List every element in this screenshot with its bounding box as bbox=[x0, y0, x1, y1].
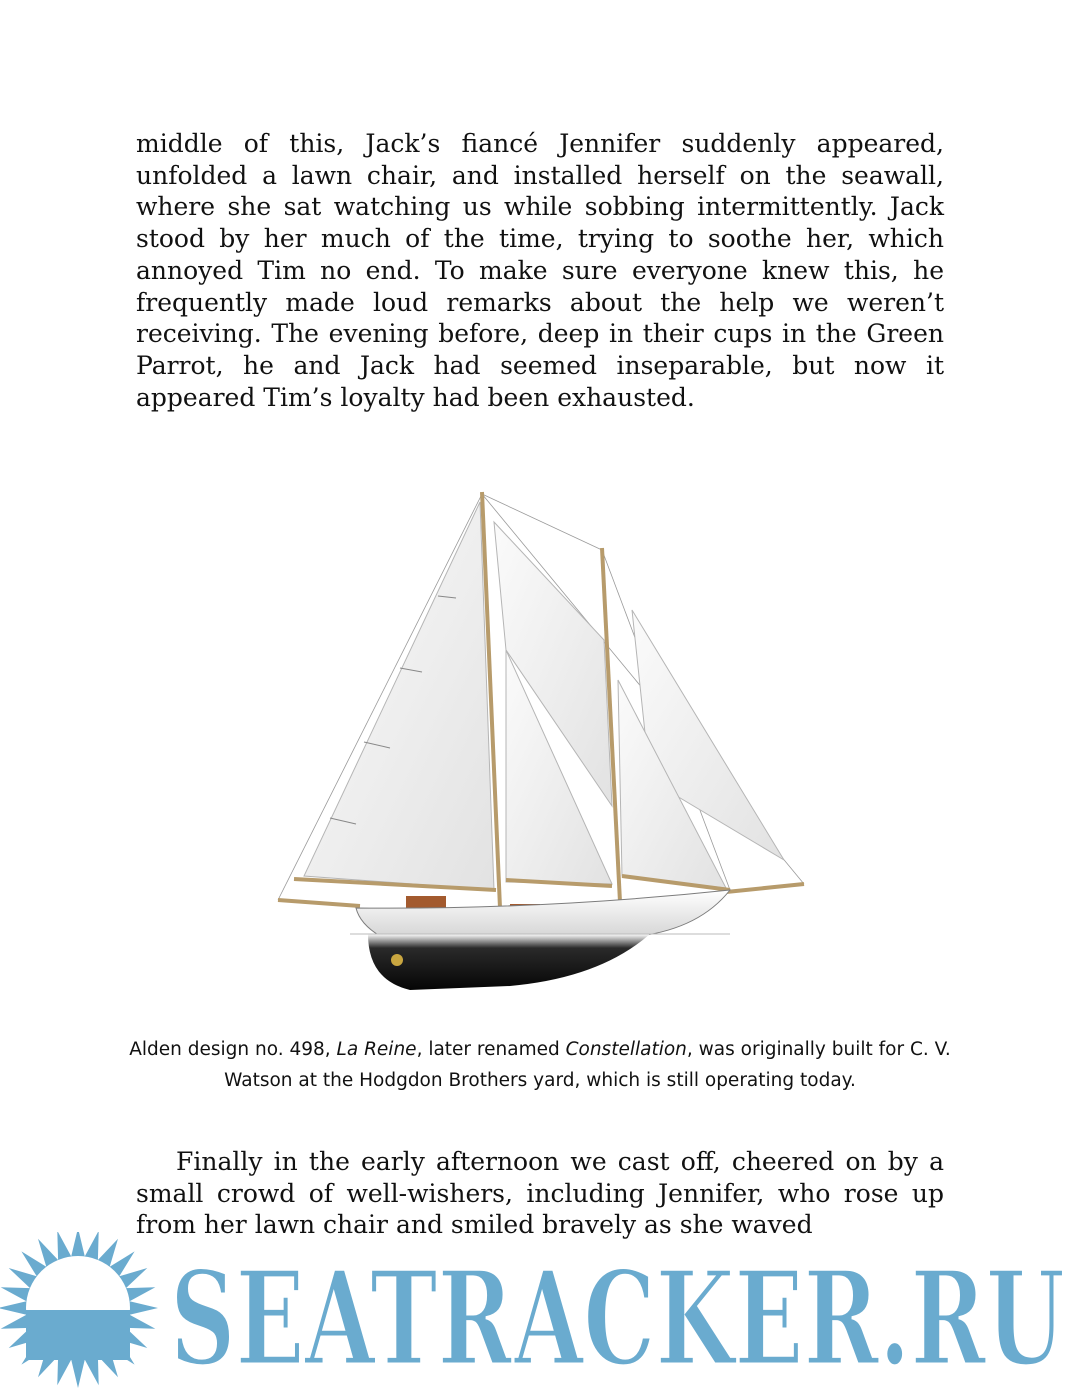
watermark-text: SEATRACKER.RU bbox=[170, 1242, 1065, 1395]
caption-text-1: Alden design no. 498, bbox=[129, 1039, 337, 1060]
caption-text-2: , later renamed bbox=[416, 1039, 566, 1060]
propeller-icon bbox=[391, 954, 403, 966]
bowsprit bbox=[726, 884, 804, 892]
body-paragraph-bottom: Finally in the early afternoon we cast off, cheered on by a small crowd of well-wishers, including Jennifer, who rose up from her lawn chair and smiled bravely as she waved bbox=[136, 1147, 944, 1240]
seatracker-watermark bbox=[0, 1232, 1080, 1397]
caption-text-3: , was originally built for C. V. Watson at the Hodgdon Brothers yard, which is still operating today. bbox=[224, 1039, 951, 1091]
body-paragraph-top: middle of this, Jack’s fiancé Jennifer suddenly appeared, unfolded a lawn chair, and installed herself on the seawall, where she sat watching us while sobbing intermittently. Jack stood by her much of the time, trying to soothe her, which annoyed Tim no end. To make sure everyone knew this, he frequently made loud remarks about the help we weren’t receiving. The evening before, deep in their cups in the Green Parrot, he and Jack had seemed inseparable, but now it appeared Tim’s loyalty had been exhausted. bbox=[136, 129, 944, 412]
figure-caption bbox=[120, 1034, 960, 1096]
schooner-illustration bbox=[260, 480, 820, 1000]
bumpkin bbox=[278, 900, 360, 906]
fore-sail bbox=[304, 502, 494, 890]
sun-logo-icon bbox=[0, 1232, 158, 1388]
caption-boat-name-2: Constellation bbox=[565, 1039, 687, 1060]
keel bbox=[368, 934, 650, 990]
caption-boat-name-1: La Reine bbox=[336, 1039, 417, 1060]
